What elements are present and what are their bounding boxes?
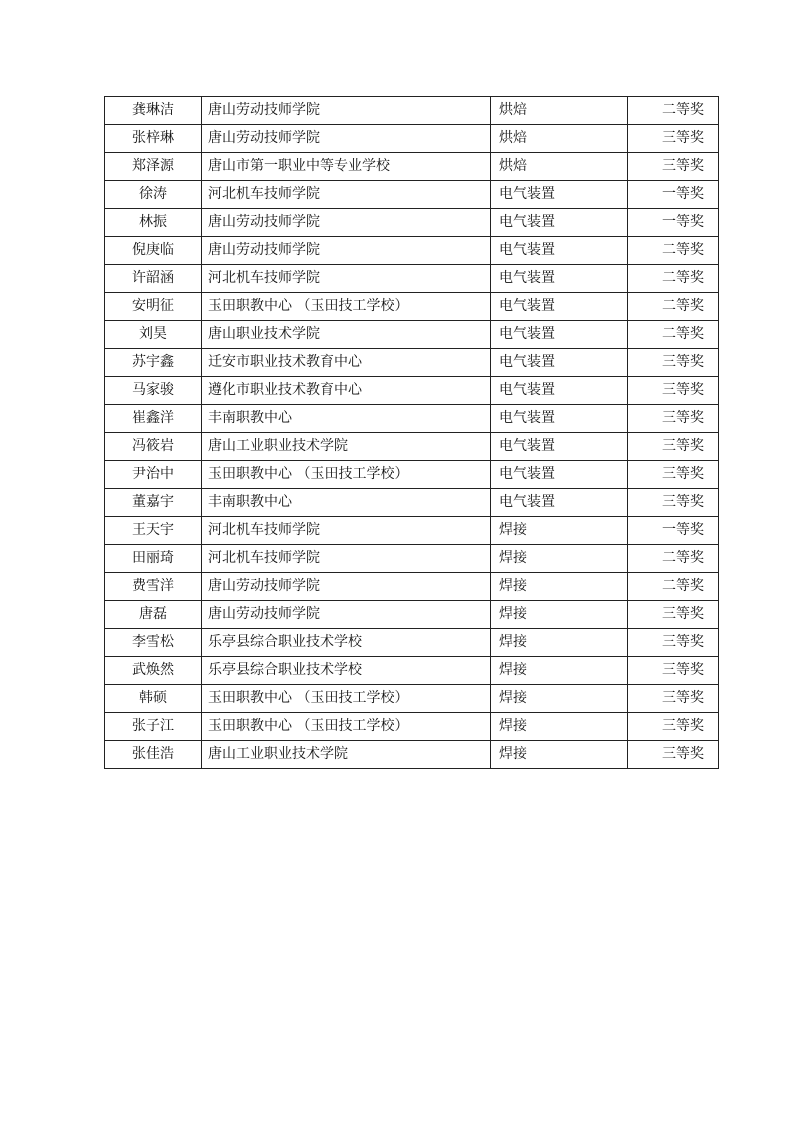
school-cell: 迁安市职业技术教育中心	[202, 349, 491, 377]
school-cell: 唐山职业技术学院	[202, 321, 491, 349]
table-row	[105, 573, 719, 601]
table-row	[105, 265, 719, 293]
award-cell: 一等奖	[628, 517, 719, 545]
table-row	[105, 461, 719, 489]
event-cell: 焊接	[491, 601, 628, 629]
school-cell: 玉田职教中心 （玉田技工学校）	[202, 685, 491, 713]
winner-name-cell: 郑泽源	[105, 153, 202, 181]
winner-name-cell: 费雪洋	[105, 573, 202, 601]
award-cell: 三等奖	[628, 685, 719, 713]
award-cell: 二等奖	[628, 293, 719, 321]
winner-name-cell: 张子江	[105, 713, 202, 741]
school-cell: 玉田职教中心 （玉田技工学校）	[202, 713, 491, 741]
event-cell: 电气装置	[491, 461, 628, 489]
school-cell: 唐山市第一职业中等专业学校	[202, 153, 491, 181]
award-cell: 三等奖	[628, 657, 719, 685]
award-cell: 三等奖	[628, 433, 719, 461]
event-cell: 烘焙	[491, 125, 628, 153]
event-cell: 烘焙	[491, 153, 628, 181]
award-cell: 二等奖	[628, 321, 719, 349]
winner-name-cell: 刘昊	[105, 321, 202, 349]
table-row	[105, 293, 719, 321]
winner-name-cell: 张佳浩	[105, 741, 202, 769]
winner-name-cell: 李雪松	[105, 629, 202, 657]
winner-name-cell: 张梓琳	[105, 125, 202, 153]
school-cell: 丰南职教中心	[202, 489, 491, 517]
table-row	[105, 545, 719, 573]
table-row	[105, 349, 719, 377]
table-row	[105, 405, 719, 433]
award-cell: 三等奖	[628, 349, 719, 377]
school-cell: 唐山劳动技师学院	[202, 573, 491, 601]
winner-name-cell: 田丽琦	[105, 545, 202, 573]
event-cell: 焊接	[491, 629, 628, 657]
table-row	[105, 181, 719, 209]
table-row	[105, 125, 719, 153]
winner-name-cell: 王天宇	[105, 517, 202, 545]
winner-name-cell: 徐涛	[105, 181, 202, 209]
table-row	[105, 377, 719, 405]
award-cell: 三等奖	[628, 601, 719, 629]
winner-name-cell: 苏宇鑫	[105, 349, 202, 377]
winner-name-cell: 唐磊	[105, 601, 202, 629]
school-cell: 丰南职教中心	[202, 405, 491, 433]
school-cell: 唐山劳动技师学院	[202, 237, 491, 265]
winner-name-cell: 董嘉宇	[105, 489, 202, 517]
table-row	[105, 97, 719, 125]
table-row	[105, 629, 719, 657]
event-cell: 焊接	[491, 517, 628, 545]
school-cell: 唐山劳动技师学院	[202, 601, 491, 629]
table-row	[105, 209, 719, 237]
event-cell: 电气装置	[491, 349, 628, 377]
winner-name-cell: 倪庚临	[105, 237, 202, 265]
table-row	[105, 601, 719, 629]
table-row	[105, 685, 719, 713]
school-cell: 河北机车技师学院	[202, 265, 491, 293]
winner-name-cell: 韩硕	[105, 685, 202, 713]
award-cell: 二等奖	[628, 573, 719, 601]
event-cell: 电气装置	[491, 237, 628, 265]
award-cell: 三等奖	[628, 489, 719, 517]
event-cell: 焊接	[491, 573, 628, 601]
award-cell: 二等奖	[628, 545, 719, 573]
school-cell: 乐亭县综合职业技术学校	[202, 629, 491, 657]
school-cell: 唐山劳动技师学院	[202, 209, 491, 237]
event-cell: 烘焙	[491, 97, 628, 125]
winner-name-cell: 林振	[105, 209, 202, 237]
event-cell: 电气装置	[491, 181, 628, 209]
school-cell: 河北机车技师学院	[202, 545, 491, 573]
table-row	[105, 713, 719, 741]
school-cell: 玉田职教中心 （玉田技工学校）	[202, 293, 491, 321]
award-cell: 三等奖	[628, 461, 719, 489]
winner-name-cell: 龚琳洁	[105, 97, 202, 125]
event-cell: 电气装置	[491, 209, 628, 237]
event-cell: 电气装置	[491, 377, 628, 405]
table-row	[105, 237, 719, 265]
event-cell: 电气装置	[491, 265, 628, 293]
winner-name-cell: 尹治中	[105, 461, 202, 489]
award-cell: 一等奖	[628, 209, 719, 237]
school-cell: 玉田职教中心 （玉田技工学校）	[202, 461, 491, 489]
table-row	[105, 153, 719, 181]
event-cell: 电气装置	[491, 433, 628, 461]
table-row	[105, 657, 719, 685]
event-cell: 焊接	[491, 741, 628, 769]
table-row	[105, 433, 719, 461]
school-cell: 唐山工业职业技术学院	[202, 433, 491, 461]
event-cell: 焊接	[491, 657, 628, 685]
event-cell: 电气装置	[491, 293, 628, 321]
school-cell: 乐亭县综合职业技术学校	[202, 657, 491, 685]
award-cell: 三等奖	[628, 153, 719, 181]
event-cell: 焊接	[491, 545, 628, 573]
event-cell: 电气装置	[491, 489, 628, 517]
table-row	[105, 741, 719, 769]
award-cell: 三等奖	[628, 125, 719, 153]
winner-name-cell: 崔鑫洋	[105, 405, 202, 433]
winner-name-cell: 武焕然	[105, 657, 202, 685]
table-row	[105, 517, 719, 545]
table-row	[105, 321, 719, 349]
event-cell: 电气装置	[491, 321, 628, 349]
school-cell: 河北机车技师学院	[202, 181, 491, 209]
award-cell: 三等奖	[628, 713, 719, 741]
winner-name-cell: 许韶涵	[105, 265, 202, 293]
award-cell: 三等奖	[628, 629, 719, 657]
award-cell: 二等奖	[628, 265, 719, 293]
winner-name-cell: 马家骏	[105, 377, 202, 405]
event-cell: 电气装置	[491, 405, 628, 433]
award-cell: 二等奖	[628, 237, 719, 265]
winner-name-cell: 安明征	[105, 293, 202, 321]
school-cell: 唐山劳动技师学院	[202, 97, 491, 125]
school-cell: 唐山工业职业技术学院	[202, 741, 491, 769]
table-row	[105, 489, 719, 517]
school-cell: 河北机车技师学院	[202, 517, 491, 545]
award-cell: 三等奖	[628, 377, 719, 405]
award-cell: 三等奖	[628, 741, 719, 769]
award-cell: 一等奖	[628, 181, 719, 209]
school-cell: 唐山劳动技师学院	[202, 125, 491, 153]
award-results-table	[104, 96, 719, 769]
award-results-body	[105, 97, 719, 769]
award-cell: 二等奖	[628, 97, 719, 125]
award-cell: 三等奖	[628, 405, 719, 433]
event-cell: 焊接	[491, 713, 628, 741]
event-cell: 焊接	[491, 685, 628, 713]
winner-name-cell: 冯筱岩	[105, 433, 202, 461]
school-cell: 遵化市职业技术教育中心	[202, 377, 491, 405]
